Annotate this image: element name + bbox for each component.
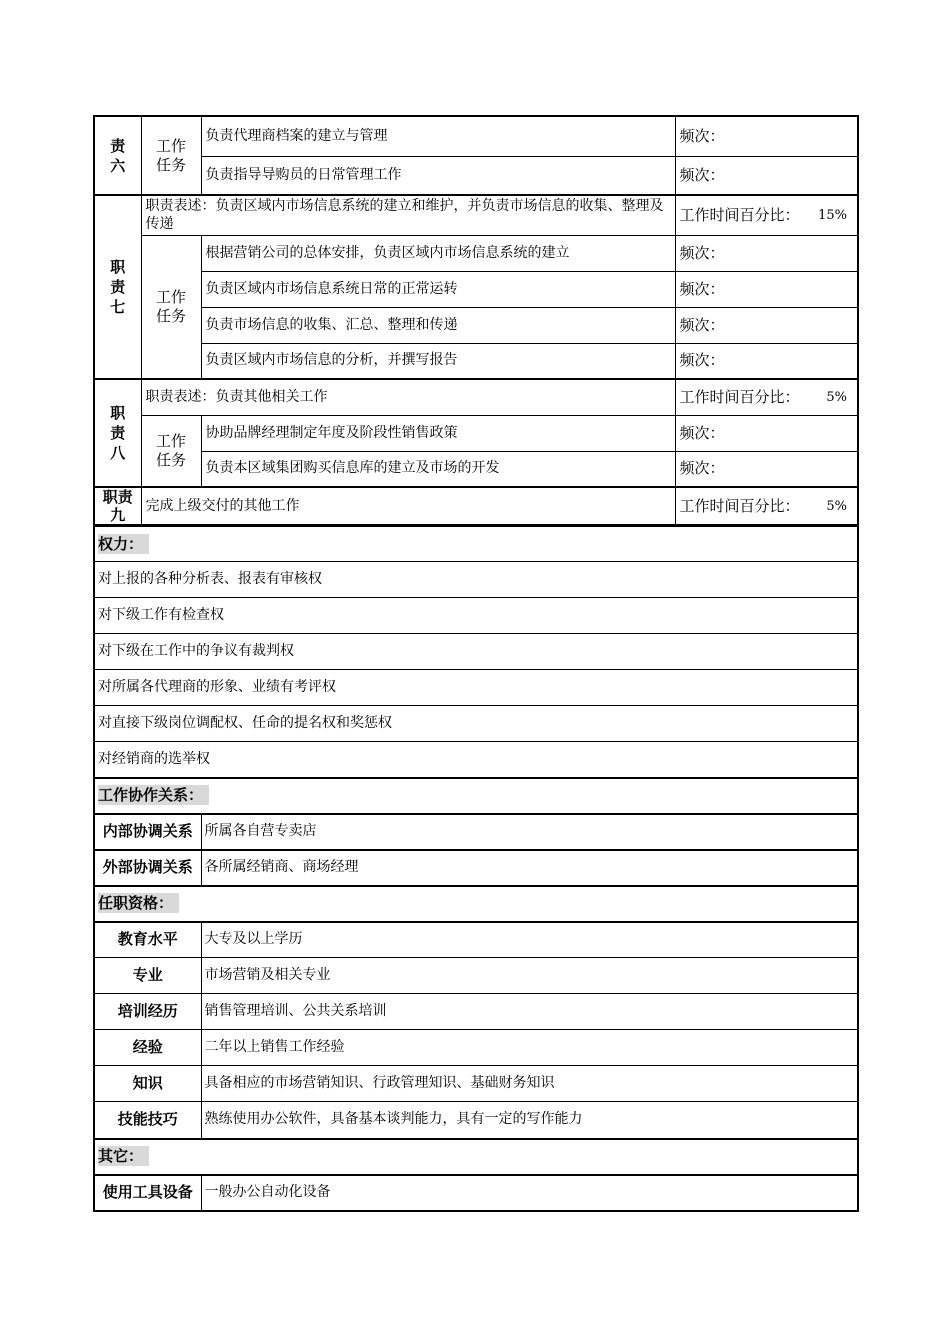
duty9-percent-label: 工作时间百分比： xyxy=(679,496,800,515)
duty7-description: 职责表述：负责区域内市场信息系统的建立和维护，并负责市场信息的收集、整理及传递 xyxy=(141,195,675,235)
duty7-percent-cell xyxy=(675,195,858,235)
duty7-percent-value: 15% xyxy=(818,207,847,223)
qualification-row xyxy=(94,994,858,1030)
duty6-task-label: 工作 任务 xyxy=(141,116,201,195)
authority-item xyxy=(94,706,858,742)
duty8-task-row-1 xyxy=(94,415,858,451)
internal-relations-label: 内部协调关系 xyxy=(94,814,201,850)
duty6-task-2-freq: 频次： xyxy=(675,156,858,195)
duty8-task-label: 工作 任务 xyxy=(141,415,201,487)
authority-item-5: 对直接下级岗位调配权、任命的提名权和奖惩权 xyxy=(94,706,858,742)
details-table xyxy=(93,526,859,1212)
training-label: 培训经历 xyxy=(94,994,201,1030)
authority-item-4: 对所属各代理商的形象、业绩有考评权 xyxy=(94,670,858,706)
duty7-task-4: 负责区域内市场信息的分析，并撰写报告 xyxy=(201,343,675,379)
skills-value: 熟练使用办公软件，具备基本谈判能力，具有一定的写作能力 xyxy=(201,1102,858,1139)
duty6-label: 责 六 xyxy=(94,116,141,195)
external-relations-label: 外部协调关系 xyxy=(94,850,201,886)
duty7-task-row-1 xyxy=(94,235,858,271)
authority-item-2: 对下级工作有检查权 xyxy=(94,598,858,634)
duty8-percent-value: 5% xyxy=(826,389,847,405)
duty6-row-2 xyxy=(94,156,858,195)
experience-label: 经验 xyxy=(94,1030,201,1066)
qualification-row xyxy=(94,958,858,994)
authority-item xyxy=(94,634,858,670)
other-header-row xyxy=(94,1139,858,1175)
duty8-task-1-freq: 频次： xyxy=(675,415,858,451)
internal-relations-value: 所属各自营专卖店 xyxy=(201,814,858,850)
authority-header-row xyxy=(94,527,858,562)
tools-value: 一般办公自动化设备 xyxy=(201,1175,858,1211)
duty8-description: 职责表述：负责其他相关工作 xyxy=(141,379,675,415)
authority-item xyxy=(94,670,858,706)
authority-item-6: 对经销商的选举权 xyxy=(94,742,858,778)
duty7-task-1: 根据营销公司的总体安排，负责区域内市场信息系统的建立 xyxy=(201,235,675,271)
knowledge-value: 具备相应的市场营销知识、行政管理知识、基础财务知识 xyxy=(201,1066,858,1102)
duty7-task-1-freq: 频次： xyxy=(675,235,858,271)
authority-item xyxy=(94,742,858,778)
duty6-task-1-freq: 频次： xyxy=(675,116,858,156)
duty6-task-1: 负责代理商档案的建立与管理 xyxy=(201,116,675,156)
duty8-task-2: 负责本区域集团购买信息库的建立及市场的开发 xyxy=(201,451,675,487)
duty9-description: 完成上级交付的其他工作 xyxy=(141,487,675,525)
duty9-percent-cell xyxy=(675,487,858,525)
qualification-row xyxy=(94,1030,858,1066)
authority-item xyxy=(94,598,858,634)
tools-row xyxy=(94,1175,858,1211)
qualification-row xyxy=(94,922,858,958)
duty7-task-label: 工作 任务 xyxy=(141,235,201,379)
other-title: 其它： xyxy=(94,1139,858,1175)
duty9-label: 职责 九 xyxy=(94,487,141,525)
duty6-row-1 xyxy=(94,116,858,156)
duty8-task-1: 协助品牌经理制定年度及阶段性销售政策 xyxy=(201,415,675,451)
external-relations-value: 各所属经销商、商场经理 xyxy=(201,850,858,886)
duty6-task-2: 负责指导导购员的日常管理工作 xyxy=(201,156,675,195)
authority-item xyxy=(94,562,858,598)
authority-title: 权力： xyxy=(94,527,858,562)
internal-relations-row xyxy=(94,814,858,850)
duty7-task-3: 负责市场信息的收集、汇总、整理和传递 xyxy=(201,307,675,343)
education-label: 教育水平 xyxy=(94,922,201,958)
major-label: 专业 xyxy=(94,958,201,994)
qualifications-title: 任职资格： xyxy=(94,886,858,922)
authority-item-3: 对下级在工作中的争议有裁判权 xyxy=(94,634,858,670)
duty7-task-2-freq: 频次： xyxy=(675,271,858,307)
tools-label: 使用工具设备 xyxy=(94,1175,201,1211)
relations-header-row xyxy=(94,778,858,814)
duty7-task-row-3 xyxy=(94,307,858,343)
qualification-row xyxy=(94,1102,858,1139)
duty7-task-row-2 xyxy=(94,271,858,307)
duty7-task-row-4 xyxy=(94,343,858,379)
duty9-percent-value: 5% xyxy=(826,498,847,514)
education-value: 大专及以上学历 xyxy=(201,922,858,958)
duty7-task-2: 负责区域内市场信息系统日常的正常运转 xyxy=(201,271,675,307)
experience-value: 二年以上销售工作经验 xyxy=(201,1030,858,1066)
duty9-row xyxy=(94,487,858,525)
duty8-percent-cell xyxy=(675,379,858,415)
job-description-sheet xyxy=(93,115,857,1212)
qualification-row xyxy=(94,1066,858,1102)
training-value: 销售管理培训、公共关系培训 xyxy=(201,994,858,1030)
duty7-task-4-freq: 频次： xyxy=(675,343,858,379)
qualifications-header-row xyxy=(94,886,858,922)
knowledge-label: 知识 xyxy=(94,1066,201,1102)
duty8-percent-label: 工作时间百分比： xyxy=(679,387,800,406)
duty8-task-2-freq: 频次： xyxy=(675,451,858,487)
authority-item-1: 对上报的各种分析表、报表有审核权 xyxy=(94,562,858,598)
duty7-task-3-freq: 频次： xyxy=(675,307,858,343)
major-value: 市场营销及相关专业 xyxy=(201,958,858,994)
duty8-label: 职 责 八 xyxy=(94,379,141,487)
duty7-percent-label: 工作时间百分比： xyxy=(679,205,800,224)
duties-table xyxy=(93,115,859,526)
duty7-label: 职 责 七 xyxy=(94,195,141,379)
relations-title: 工作协作关系： xyxy=(94,778,858,814)
skills-label: 技能技巧 xyxy=(94,1102,201,1139)
duty8-task-row-2 xyxy=(94,451,858,487)
external-relations-row xyxy=(94,850,858,886)
duty7-description-row xyxy=(94,195,858,235)
duty8-description-row xyxy=(94,379,858,415)
